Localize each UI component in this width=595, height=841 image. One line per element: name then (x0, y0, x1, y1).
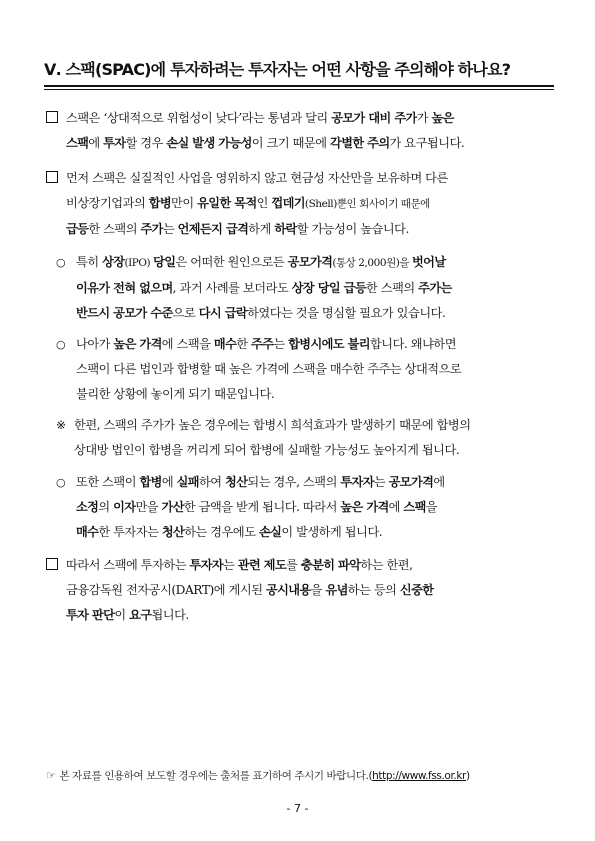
reference-mark-icon: ※ (56, 418, 66, 432)
pointing-hand-icon: ☞ (46, 769, 56, 782)
paragraph-risk-warning: 스팩은 ‘상대적으로 위험성이 낮다’라는 통념과 달리 공모가 대비 주가가 높은 스팩에 투자할 경우 손실 발생 가능성이 크기 때문에 각별한 주의가 요구됩니다. (46, 106, 554, 156)
fss-website-link[interactable]: http://www.fss.or.kr (372, 770, 466, 782)
citation-footnote: ☞ 본 자료를 인용하여 보도할 경우에는 출처를 표기하여 주시기 바랍니다.(http://www.fss.or.kr) (46, 769, 470, 782)
section-header (44, 58, 554, 90)
footnote-text: 본 자료를 인용하여 보도할 경우에는 출처를 표기하여 주시기 바랍니다.( (59, 770, 373, 782)
circle-bullet-icon: ○ (56, 256, 66, 269)
title-underline (44, 85, 554, 87)
paragraph-liquidation: ○ 또한 스팩이 합병에 실패하여 청산되는 경우, 스팩의 투자자는 공모가격에 소정의 이자만을 가산한 금액을 받게 됩니다. 따라서 높은 가격에 스팩을 매수한 투자자는 청산하는 경우에도 손실이 발생하게 됩니다. (56, 470, 554, 545)
checkbox-bullet-icon (46, 558, 58, 570)
paragraph-listing-day: ○ 특히 상장(IPO) 당일은 어떠한 원인으로든 공모가격(통상 2,000원)을 벗어날 이유가 전혀 없으며, 과거 사례를 보더라도 상장 당일 급등한 스팩의 주가는 반드시 공모가 수준으로 다시 급락하였다는 것을 명심할 필요가 있습니다. (56, 250, 554, 326)
page-title: Ⅴ. 스팩(SPAC)에 투자하려는 투자자는 어떤 사항을 주의해야 하나요? (44, 60, 511, 79)
paragraph-conclusion: 따라서 스팩에 투자하는 투자자는 관련 제도를 충분히 파악하는 한편, 금융감독원 전자공시(DART)에 게시된 공시내용을 유념하는 등의 신중한 투자 판단이 요구됩니다. (46, 553, 554, 628)
checkbox-bullet-icon (46, 171, 58, 183)
circle-bullet-icon: ○ (56, 338, 66, 351)
checkbox-bullet-icon (46, 111, 58, 123)
title-underline-thin (44, 89, 554, 90)
paragraph-note-dilution: ※ 한편, 스팩의 주가가 높은 경우에는 합병시 희석효과가 발생하기 때문에 합병의 상대방 법인이 합병을 꺼리게 되어 합병에 실패할 가능성도 높아지게 됩니다. (56, 413, 554, 463)
paragraph-merger-disadvantage: ○ 나아가 높은 가격에 스팩을 매수한 주주는 합병시에도 불리합니다. 왜냐하면 스팩이 다른 법인과 합병할 때 높은 가격에 스팩을 매수한 주주는 상대적으로 불리한 상황에 놓이게 되기 때문입니다. (56, 332, 554, 407)
page-number: - 7 - (286, 802, 309, 815)
circle-bullet-icon: ○ (56, 476, 66, 489)
paragraph-shell-company: 먼저 스팩은 실질적인 사업을 영위하지 않고 현금성 자산만을 보유하며 다른 비상장기업과의 합병만이 유일한 목적인 껍데기(Shell)뿐인 회사이기 때문에 급등한 스팩의 주가는 언제든지 급격하게 하락할 가능성이 높습니다. (46, 166, 554, 242)
